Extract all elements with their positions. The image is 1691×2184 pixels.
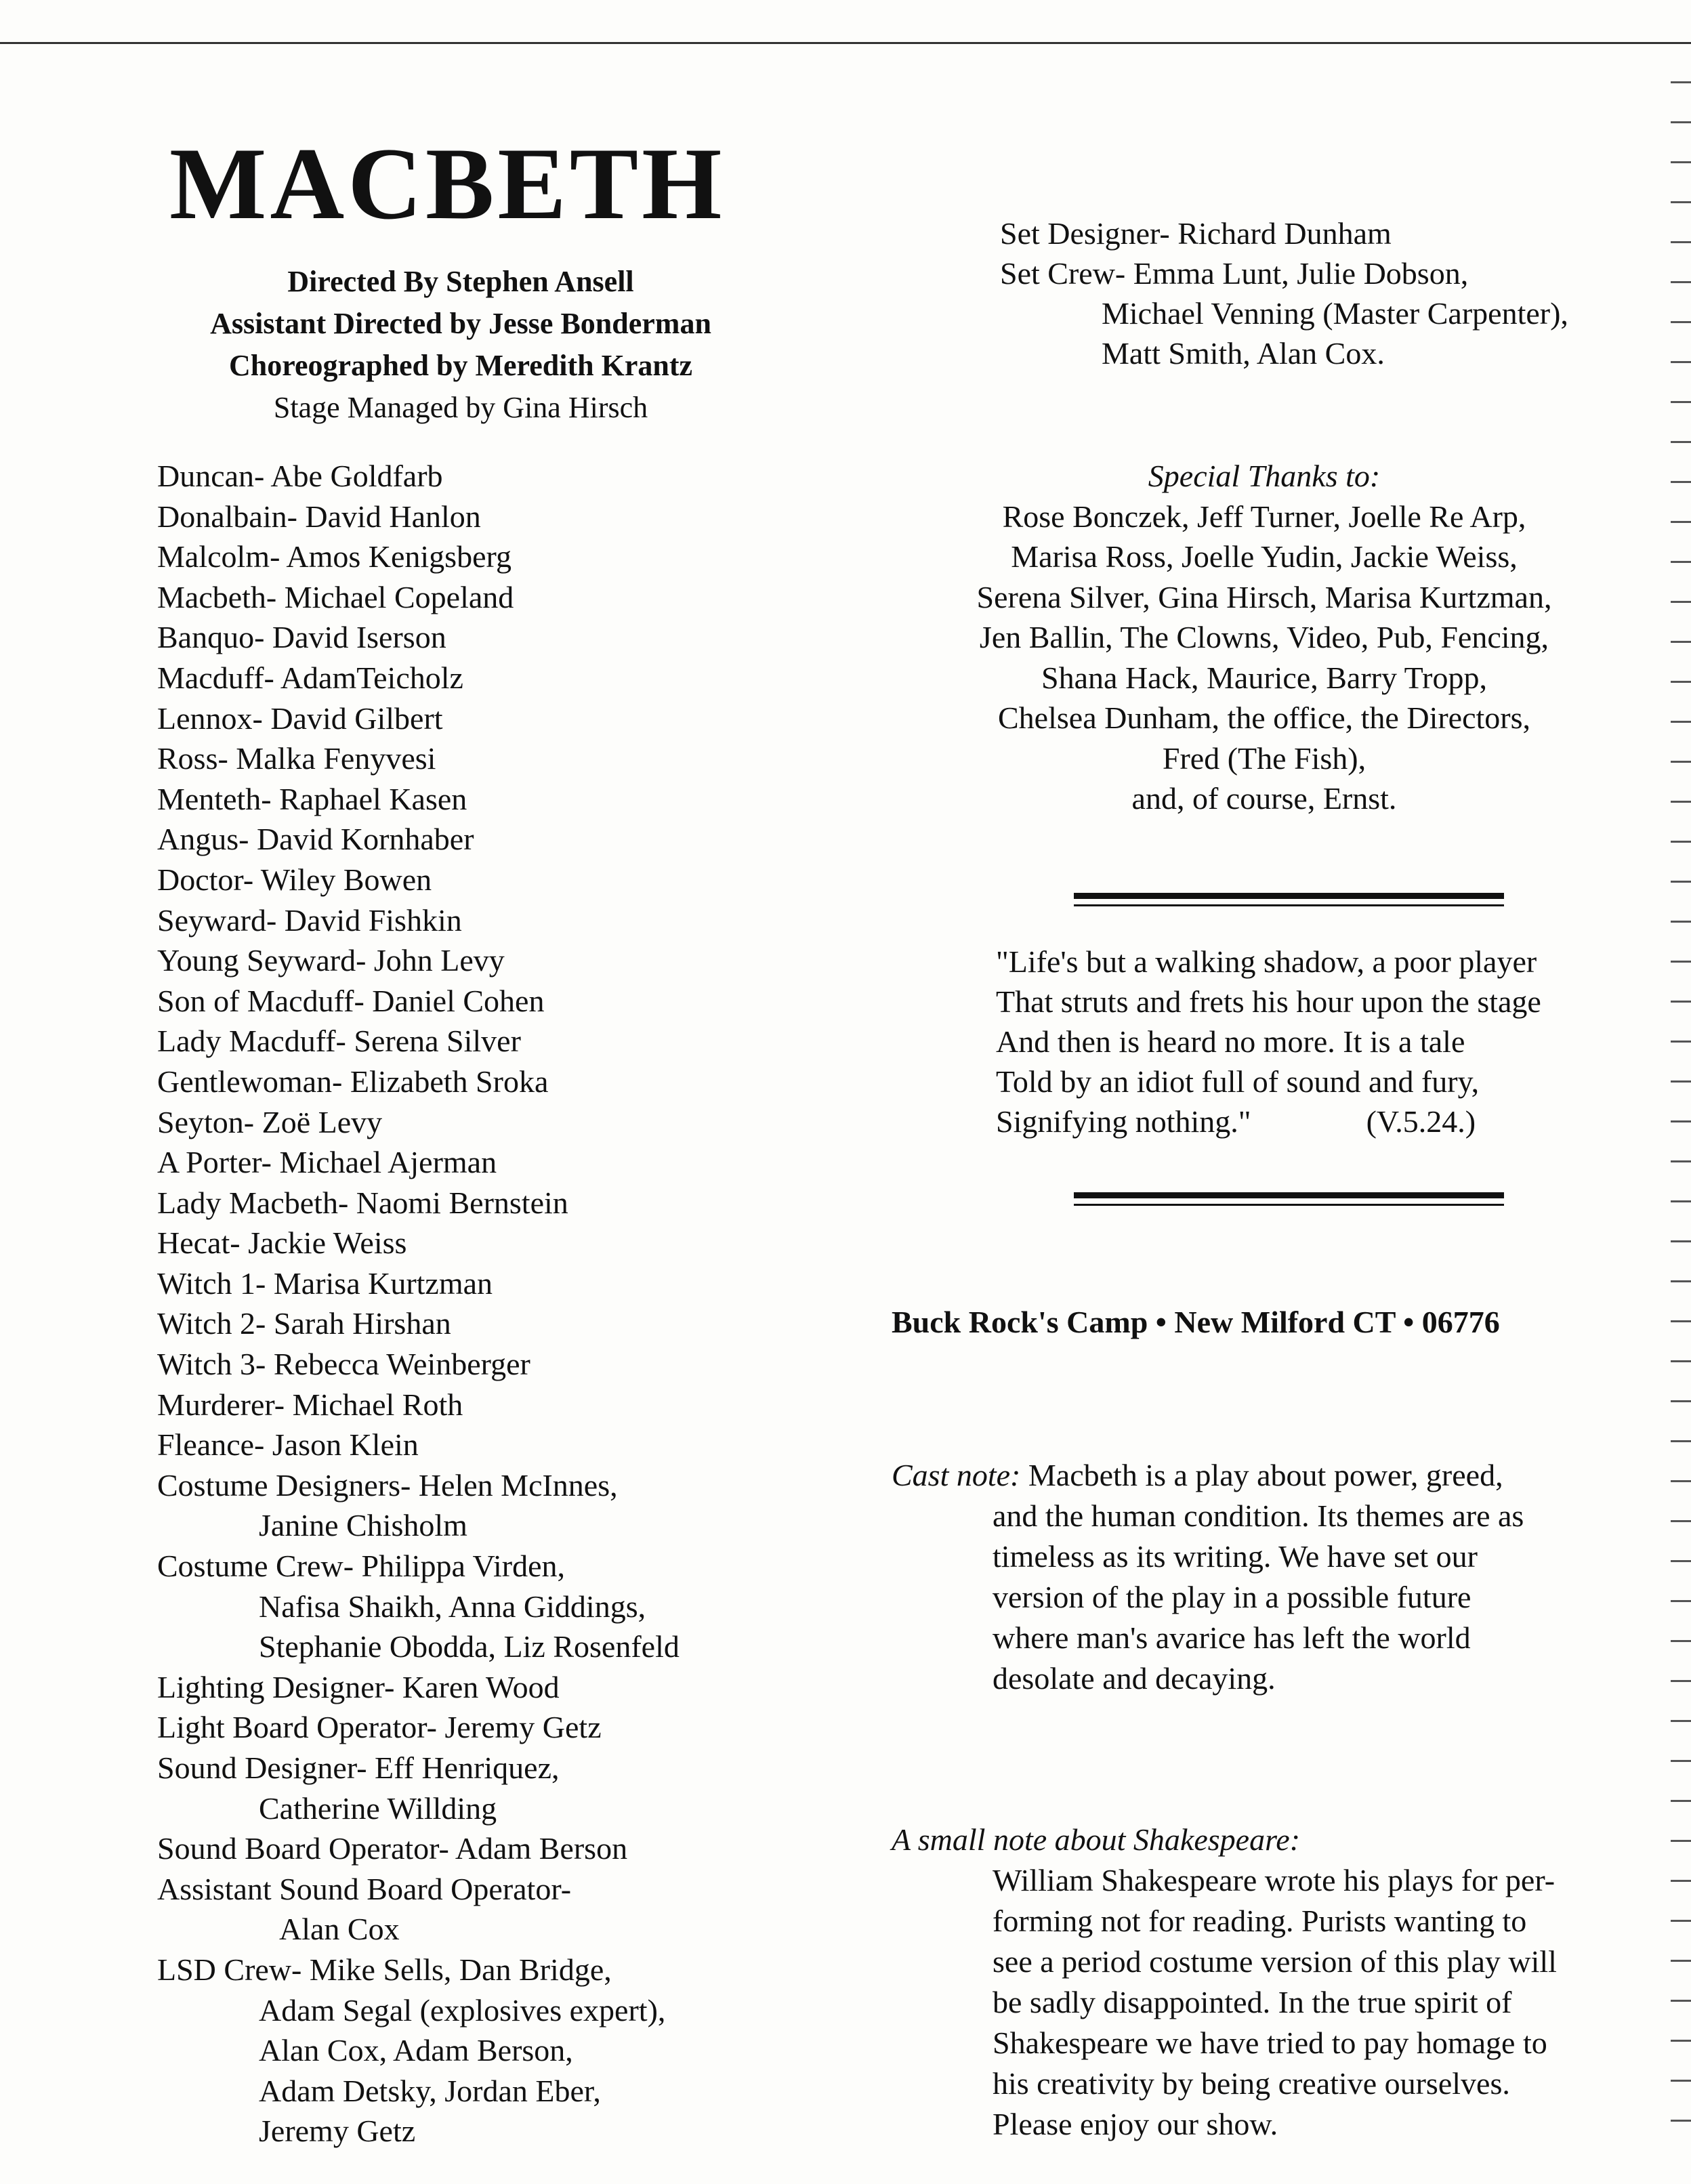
cast-item: Donalbain- David Hanlon xyxy=(157,499,481,534)
margin-tick xyxy=(1671,201,1691,203)
margin-tick xyxy=(1671,1320,1691,1322)
cast-item: Witch 1- Marisa Kurtzman xyxy=(157,1265,493,1301)
cast-item: Fleance- Jason Klein xyxy=(157,1427,419,1463)
margin-tick xyxy=(1671,1480,1691,1482)
cast-note-line: and the human condition. Its themes are as xyxy=(993,1498,1524,1533)
margin-tick xyxy=(1671,1080,1691,1083)
special-thanks xyxy=(912,456,1616,819)
divider-top xyxy=(1074,893,1504,906)
set-crew-continued: Michael Venning (Master Carpenter), xyxy=(1102,296,1568,331)
cast-note-line: version of the play in a possible future xyxy=(993,1580,1471,1614)
crew-item: Sound Designer- Eff Henriquez, xyxy=(157,1750,560,1785)
cast-item: Angus- David Kornhaber xyxy=(157,822,474,857)
margin-tick xyxy=(1671,1001,1691,1003)
cast-item: Ross- Malka Fenyvesi xyxy=(157,741,436,776)
cast-item: Menteth- Raphael Kasen xyxy=(157,781,467,816)
top-edge-rule xyxy=(0,42,1691,44)
cast-item: Seyton- Zoë Levy xyxy=(157,1104,383,1139)
crew-item: LSD Crew- Mike Sells, Dan Bridge, xyxy=(157,1952,612,1987)
cast-note-label: Cast note: xyxy=(892,1458,1021,1492)
cast-note-line: where man's avarice has left the world xyxy=(993,1620,1471,1655)
margin-tick xyxy=(1671,1520,1691,1522)
margin-tick xyxy=(1671,1600,1691,1602)
shakespeare-note-line: Please enjoy our show. xyxy=(993,2107,1278,2141)
director-credit: Directed By Stephen Ansell xyxy=(287,265,634,298)
crew-item: Jeremy Getz xyxy=(259,2114,416,2149)
cast-item: Macbeth- Michael Copeland xyxy=(157,579,514,614)
margin-tick xyxy=(1671,2040,1691,2042)
thanks-heading: Special Thanks to: xyxy=(1148,459,1381,493)
production-credits xyxy=(156,261,766,429)
shakespeare-note-line: be sadly disappointed. In the true spirit of xyxy=(993,1985,1512,2019)
shakespeare-quote xyxy=(996,942,1633,1141)
quote-line: That struts and frets his hour upon the stage xyxy=(996,984,1541,1019)
margin-tick xyxy=(1671,1560,1691,1562)
cast-note xyxy=(892,1455,1637,1699)
quote-line xyxy=(996,1101,1633,1141)
quote-line: And then is heard no more. It is a tale xyxy=(996,1024,1465,1059)
margin-tick xyxy=(1671,761,1691,763)
margin-tick xyxy=(1671,881,1691,883)
thanks-line: Jen Ballin, The Clowns, Video, Pub, Fencing, xyxy=(979,620,1549,654)
shakespeare-note-line: see a period costume version of this play will xyxy=(993,1944,1557,1979)
shakespeare-note-label: A small note about Shakespeare: xyxy=(892,1822,1301,1857)
margin-tick xyxy=(1671,1360,1691,1362)
quote-citation: (V.5.24.) xyxy=(1366,1104,1476,1139)
cast-item: Duncan- Abe Goldfarb xyxy=(157,459,443,493)
set-crew: Set Crew- Emma Lunt, Julie Dobson, xyxy=(1000,256,1469,291)
crew-item: Costume Designers- Helen McInnes, xyxy=(157,1467,618,1503)
assistant-director-credit: Assistant Directed by Jesse Bonderman xyxy=(210,307,711,340)
margin-tick xyxy=(1671,1200,1691,1202)
margin-tick xyxy=(1671,441,1691,443)
cast-item: Murderer- Michael Roth xyxy=(157,1387,463,1422)
crew-item: Sound Board Operator- Adam Berson xyxy=(157,1831,628,1866)
margin-tick xyxy=(1671,641,1691,643)
quote-last-line: Signifying nothing." xyxy=(996,1104,1251,1139)
margin-tick xyxy=(1671,1440,1691,1442)
shakespeare-note-line: William Shakespeare wrote his plays for per- xyxy=(993,1863,1556,1897)
cast-item: Banquo- David Iserson xyxy=(157,620,446,655)
margin-tick xyxy=(1671,721,1691,723)
margin-tick xyxy=(1671,2080,1691,2082)
cast-item: Son of Macduff- Daniel Cohen xyxy=(157,983,545,1018)
divider-bottom xyxy=(1074,1192,1504,1206)
thanks-line: Rose Bonczek, Jeff Turner, Joelle Re Arp, xyxy=(1002,499,1526,534)
thanks-line: Serena Silver, Gina Hirsch, Marisa Kurtzman, xyxy=(976,579,1552,614)
margin-tick xyxy=(1671,1400,1691,1402)
thanks-line: Shana Hack, Maurice, Barry Tropp, xyxy=(1041,660,1487,695)
cast-list xyxy=(157,456,835,2151)
crew-item: Costume Crew- Philippa Virden, xyxy=(157,1549,565,1584)
crew-item: Lighting Designer- Karen Wood xyxy=(157,1669,560,1704)
shakespeare-note-line: Shakespeare we have tried to pay homage to xyxy=(993,2025,1547,2060)
margin-tick xyxy=(1671,961,1691,963)
cast-item: Witch 2- Sarah Hirshan xyxy=(157,1306,451,1341)
cast-note-line: desolate and decaying. xyxy=(993,1661,1276,1696)
crew-item: Janine Chisholm xyxy=(259,1508,467,1543)
thanks-line: Marisa Ross, Joelle Yudin, Jackie Weiss, xyxy=(1011,539,1518,574)
margin-tick xyxy=(1671,1760,1691,1762)
crew-item: Nafisa Shaikh, Anna Giddings, xyxy=(259,1589,646,1624)
cast-item: Lady Macbeth- Naomi Bernstein xyxy=(157,1185,568,1220)
margin-tick xyxy=(1671,921,1691,923)
choreographer-credit: Choreographed by Meredith Krantz xyxy=(229,349,692,382)
crew-item: Alan Cox, Adam Berson, xyxy=(259,2033,573,2068)
cast-item: Macduff- AdamTeicholz xyxy=(157,660,463,695)
shakespeare-note-line: his creativity by being creative ourselves. xyxy=(993,2066,1510,2101)
margin-tick xyxy=(1671,1800,1691,1802)
margin-tick xyxy=(1671,401,1691,403)
crew-item: Stephanie Obodda, Liz Rosenfeld xyxy=(259,1629,680,1664)
crew-item: Adam Segal (explosives expert), xyxy=(259,1992,666,2028)
margin-tick xyxy=(1671,1720,1691,1722)
cast-item: Doctor- Wiley Bowen xyxy=(157,862,432,897)
margin-tick xyxy=(1671,2120,1691,2122)
crew-item: Assistant Sound Board Operator- xyxy=(157,1871,572,1906)
margin-tick xyxy=(1671,161,1691,163)
margin-tick xyxy=(1671,1640,1691,1642)
cast-item: Gentlewoman- Elizabeth Sroka xyxy=(157,1064,549,1099)
set-credits xyxy=(1000,213,1677,373)
margin-tick xyxy=(1671,1120,1691,1122)
crew-item: Light Board Operator- Jeremy Getz xyxy=(157,1710,602,1745)
cast-item: Seyward- David Fishkin xyxy=(157,902,462,938)
camp-address: Buck Rock's Camp • New Milford CT • 06776 xyxy=(892,1305,1500,1339)
margin-tick xyxy=(1671,121,1691,123)
cast-item: Lennox- David Gilbert xyxy=(157,700,443,736)
cast-item: Malcolm- Amos Kenigsberg xyxy=(157,539,512,574)
cast-note-first-line: Macbeth is a play about power, greed, xyxy=(1020,1458,1503,1492)
margin-tick xyxy=(1671,841,1691,843)
shakespeare-note xyxy=(892,1820,1637,2145)
quote-line: "Life's but a walking shadow, a poor player xyxy=(996,944,1537,979)
thanks-line: and, of course, Ernst. xyxy=(1131,781,1397,816)
set-designer: Set Designer- Richard Dunham xyxy=(1000,216,1392,251)
cast-item: Witch 3- Rebecca Weinberger xyxy=(157,1347,530,1382)
margin-tick xyxy=(1671,1240,1691,1242)
thanks-line: Fred (The Fish), xyxy=(1162,740,1366,776)
margin-tick xyxy=(1671,801,1691,803)
margin-tick xyxy=(1671,1880,1691,1882)
play-title: MACBETH xyxy=(169,127,726,240)
margin-tick xyxy=(1671,1960,1691,1962)
margin-tick xyxy=(1671,2000,1691,2002)
margin-tick xyxy=(1671,1840,1691,1842)
cast-item: Lady Macduff- Serena Silver xyxy=(157,1024,521,1059)
crew-item: Catherine Willding xyxy=(259,1790,497,1826)
margin-tick xyxy=(1671,1041,1691,1043)
margin-tick xyxy=(1671,681,1691,683)
margin-tick xyxy=(1671,481,1691,483)
margin-tick xyxy=(1671,1280,1691,1282)
margin-tick xyxy=(1671,601,1691,603)
set-crew-continued: Matt Smith, Alan Cox. xyxy=(1102,336,1385,371)
margin-tick xyxy=(1671,1680,1691,1682)
cast-item: Young Seyward- John Levy xyxy=(157,943,505,978)
stage-manager-credit: Stage Managed by Gina Hirsch xyxy=(273,391,648,424)
margin-tick xyxy=(1671,561,1691,563)
shakespeare-note-line: forming not for reading. Purists wanting to xyxy=(993,1904,1527,1938)
crew-item: Adam Detsky, Jordan Eber, xyxy=(259,2073,601,2108)
right-margin-ticks xyxy=(1664,81,1691,2181)
quote-line: Told by an idiot full of sound and fury, xyxy=(996,1064,1480,1099)
cast-item: A Porter- Michael Ajerman xyxy=(157,1145,497,1180)
thanks-line: Chelsea Dunham, the office, the Directors, xyxy=(998,700,1530,735)
crew-item: Alan Cox xyxy=(279,1912,400,1947)
margin-tick xyxy=(1671,1920,1691,1922)
cast-note-line: timeless as its writing. We have set our xyxy=(993,1539,1478,1574)
margin-tick xyxy=(1671,1160,1691,1162)
margin-tick xyxy=(1671,521,1691,523)
cast-item: Hecat- Jackie Weiss xyxy=(157,1225,407,1261)
margin-tick xyxy=(1671,81,1691,83)
